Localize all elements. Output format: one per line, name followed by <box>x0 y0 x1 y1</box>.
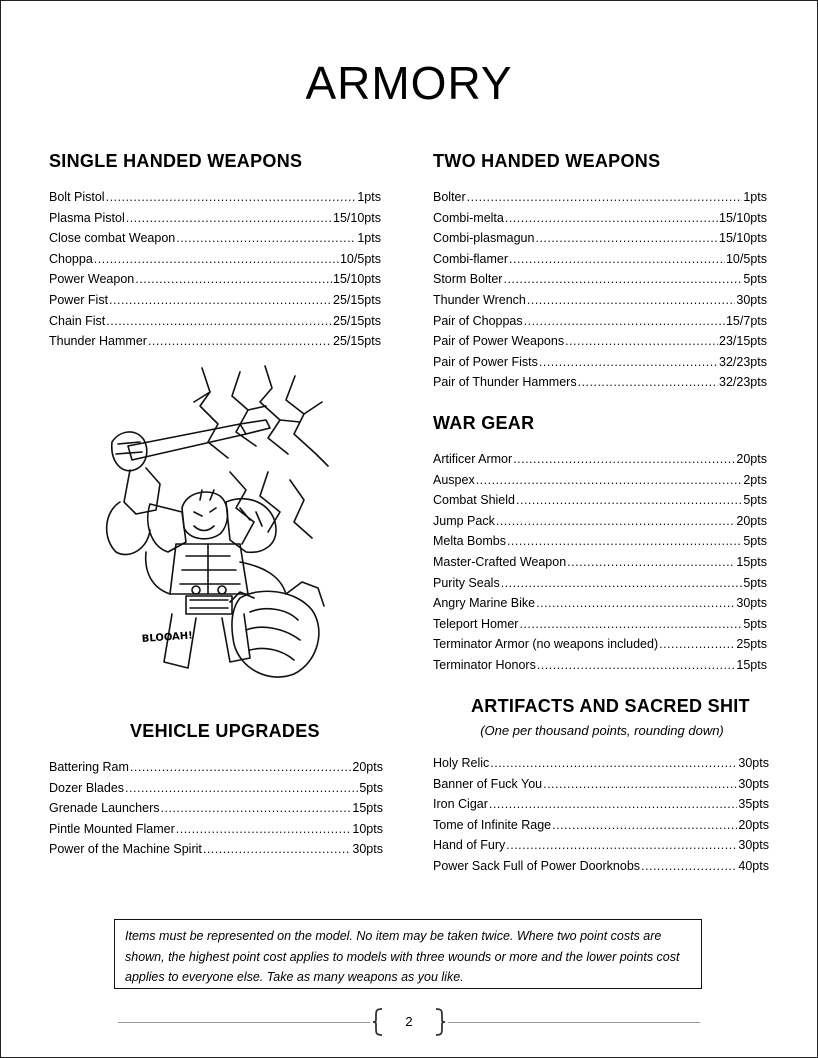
dot-leader <box>506 838 737 852</box>
list-item <box>433 617 767 638</box>
dot-leader <box>161 801 352 815</box>
item-cost: 30pts <box>352 842 383 857</box>
item-cost: 30pts <box>736 292 767 307</box>
item-name: Chain Fist <box>49 313 106 328</box>
list-item <box>433 211 767 232</box>
item-cost: 15/7pts <box>725 313 767 328</box>
list-item <box>433 293 767 314</box>
list-item <box>433 797 769 818</box>
item-name: Dozer Blades <box>49 780 125 795</box>
item-cost: 15pts <box>736 657 767 672</box>
dot-leader <box>109 293 332 307</box>
artifacts-heading: ARTIFACTS AND SACRED SHIT <box>471 696 750 716</box>
dot-leader <box>516 493 742 507</box>
item-cost: 1pts <box>357 190 381 204</box>
illustration-signature: BLOOAH! <box>141 630 194 645</box>
dot-leader <box>126 211 332 225</box>
item-name: Combat Shield <box>433 493 515 508</box>
item-name: Thunder Hammer <box>49 334 147 349</box>
single-handed-heading: SINGLE HANDED WEAPONS <box>49 151 303 171</box>
dot-leader <box>489 797 738 811</box>
item-name: Iron Cigar <box>433 797 488 812</box>
list-item <box>433 658 767 679</box>
dot-leader <box>527 293 736 307</box>
two-handed-heading: TWO HANDED WEAPONS <box>433 151 661 171</box>
footer-rule-right <box>448 1022 700 1023</box>
artifacts-list <box>433 756 769 880</box>
dot-leader <box>552 818 737 832</box>
item-name: Jump Pack <box>433 513 495 528</box>
list-item <box>433 818 769 839</box>
war-gear-heading: WAR GEAR <box>433 413 535 433</box>
item-cost: 30pts <box>736 596 767 611</box>
item-name: Pair of Power Fists <box>433 354 538 369</box>
list-item <box>433 314 767 335</box>
item-name: Master-Crafted Weapon <box>433 554 567 569</box>
list-item <box>433 555 767 576</box>
dot-leader <box>507 534 742 548</box>
dot-leader <box>106 190 357 204</box>
vehicle-upgrades-heading: VEHICLE UPGRADES <box>130 721 320 741</box>
list-item <box>433 838 769 859</box>
dot-leader <box>203 842 352 856</box>
dot-leader <box>535 231 718 245</box>
item-name: Pair of Thunder Hammers <box>433 375 577 390</box>
item-cost: 1pts <box>743 190 767 204</box>
item-name: Plasma Pistol <box>49 210 125 225</box>
item-name: Artificer Armor <box>433 452 513 466</box>
item-cost: 15/10pts <box>719 210 767 225</box>
item-name: Grenade Launchers <box>49 801 160 816</box>
list-item <box>433 473 767 494</box>
vehicle-upgrades-list <box>49 760 383 863</box>
dot-leader <box>659 637 735 651</box>
list-item <box>49 293 381 314</box>
list-item <box>49 231 381 252</box>
dot-leader <box>106 314 332 328</box>
item-cost: 25pts <box>736 637 767 652</box>
list-item <box>49 272 381 293</box>
two-handed-list <box>433 190 767 396</box>
item-cost: 5pts <box>743 534 767 549</box>
artifacts-subtitle: (One per thousand points, rounding down) <box>480 723 724 738</box>
list-item <box>49 252 381 273</box>
dot-leader <box>505 211 718 225</box>
list-item <box>433 355 767 376</box>
item-cost: 5pts <box>743 493 767 508</box>
item-cost: 10pts <box>352 821 383 836</box>
item-name: Melta Bombs <box>433 534 506 549</box>
item-cost: 1pts <box>357 231 381 246</box>
item-name: Pair of Choppas <box>433 313 523 328</box>
item-cost: 15pts <box>352 801 383 816</box>
dot-leader <box>176 231 356 245</box>
dot-leader <box>501 576 743 590</box>
dot-leader <box>148 334 332 348</box>
war-gear-list <box>433 452 767 679</box>
list-item <box>433 596 767 617</box>
list-item <box>433 272 767 293</box>
list-item <box>49 822 383 843</box>
right-brace-icon <box>434 1008 446 1036</box>
footer-rule-left <box>118 1022 370 1023</box>
item-name: Close combat Weapon <box>49 231 176 246</box>
dot-leader <box>125 781 358 795</box>
item-cost: 2pts <box>743 472 767 487</box>
item-name: Storm Bolter <box>433 272 503 287</box>
dot-leader <box>467 190 743 204</box>
item-cost: 20pts <box>738 817 769 832</box>
list-item <box>433 231 767 252</box>
item-cost: 40pts <box>738 858 769 873</box>
item-cost: 15/10pts <box>719 231 767 246</box>
dot-leader <box>539 355 718 369</box>
dot-leader <box>641 859 737 873</box>
page-number: 2 <box>405 1014 413 1029</box>
item-name: Thunder Wrench <box>433 292 526 307</box>
item-name: Teleport Homer <box>433 616 519 631</box>
item-name: Banner of Fuck You <box>433 776 543 791</box>
dot-leader <box>536 596 735 610</box>
list-item <box>49 801 383 822</box>
item-name: Bolter <box>433 190 466 204</box>
list-item <box>433 514 767 535</box>
dot-leader <box>524 314 725 328</box>
item-cost: 5pts <box>743 575 767 590</box>
single-handed-list <box>49 190 381 355</box>
list-item <box>433 756 769 777</box>
dot-leader <box>503 272 742 286</box>
item-name: Hand of Fury <box>433 838 506 853</box>
dot-leader <box>135 272 332 286</box>
list-item <box>433 334 767 355</box>
item-name: Pair of Power Weapons <box>433 334 565 349</box>
item-name: Power Fist <box>49 292 109 307</box>
list-item <box>433 252 767 273</box>
dot-leader <box>94 252 339 266</box>
item-name: Combi-melta <box>433 210 504 225</box>
list-item <box>49 781 383 802</box>
item-cost: 25/15pts <box>333 292 381 307</box>
item-name: Holy Relic <box>433 756 490 770</box>
item-cost: 15pts <box>736 554 767 569</box>
item-cost: 5pts <box>743 272 767 287</box>
item-cost: 20pts <box>736 452 767 466</box>
list-item <box>433 637 767 658</box>
item-cost: 30pts <box>738 776 769 791</box>
dot-leader <box>565 334 718 348</box>
dot-leader <box>509 252 725 266</box>
item-cost: 30pts <box>738 838 769 853</box>
dot-leader <box>519 617 742 631</box>
list-item <box>433 576 767 597</box>
item-name: Terminator Armor (no weapons included) <box>433 637 659 652</box>
dot-leader <box>543 777 737 791</box>
dot-leader <box>567 555 735 569</box>
item-name: Purity Seals <box>433 575 500 590</box>
item-cost: 15/10pts <box>333 272 381 287</box>
item-cost: 20pts <box>352 760 383 774</box>
list-item <box>433 534 767 555</box>
rules-note: Items must be represented on the model. No item may be taken twice. Where two point costs are shown, the highest point cost applies to models with three wounds or more and the lower points cost applies to everyone else. Take as many weapons as you like. <box>114 919 702 989</box>
item-cost: 10/5pts <box>725 251 767 266</box>
item-name: Auspex <box>433 472 475 487</box>
item-name: Power of the Machine Spirit <box>49 842 202 857</box>
item-name: Power Sack Full of Power Doorknobs <box>433 858 641 873</box>
item-cost: 25/15pts <box>333 334 381 349</box>
item-name: Bolt Pistol <box>49 190 105 204</box>
left-brace-icon <box>372 1008 384 1036</box>
item-name: Battering Ram <box>49 760 129 774</box>
item-name: Choppa <box>49 251 93 266</box>
dot-leader <box>476 473 743 487</box>
list-item <box>433 375 767 396</box>
page-title: ARMORY <box>305 57 513 109</box>
item-cost: 10/5pts <box>339 251 381 266</box>
dot-leader <box>513 452 735 466</box>
dot-leader <box>496 514 736 528</box>
dot-leader <box>490 756 737 770</box>
list-item <box>49 334 381 355</box>
item-cost: 20pts <box>736 513 767 528</box>
dot-leader <box>130 760 352 774</box>
dot-leader <box>176 822 352 836</box>
item-name: Combi-flamer <box>433 251 509 266</box>
list-item <box>433 452 767 473</box>
item-cost: 5pts <box>359 780 383 795</box>
item-cost: 32/23pts <box>719 354 767 369</box>
list-item <box>49 190 381 211</box>
armored-marine-illustration-icon <box>90 362 340 687</box>
list-item <box>433 190 767 211</box>
item-name: Combi-plasmagun <box>433 231 535 246</box>
item-cost: 23/15pts <box>719 334 767 349</box>
item-name: Pintle Mounted Flamer <box>49 821 175 836</box>
dot-leader <box>578 375 718 389</box>
list-item <box>49 760 383 781</box>
item-cost: 30pts <box>738 756 769 770</box>
list-item <box>433 493 767 514</box>
item-cost: 32/23pts <box>719 375 767 390</box>
item-name: Tome of Infinite Rage <box>433 817 552 832</box>
item-name: Power Weapon <box>49 272 135 287</box>
item-cost: 15/10pts <box>333 210 381 225</box>
item-cost: 35pts <box>738 797 769 812</box>
list-item <box>433 859 769 880</box>
list-item <box>433 777 769 798</box>
item-name: Angry Marine Bike <box>433 596 536 611</box>
list-item <box>49 211 381 232</box>
dot-leader <box>537 658 736 672</box>
item-name: Terminator Honors <box>433 657 536 672</box>
list-item <box>49 314 381 335</box>
item-cost: 5pts <box>743 616 767 631</box>
list-item <box>49 842 383 863</box>
item-cost: 25/15pts <box>333 313 381 328</box>
